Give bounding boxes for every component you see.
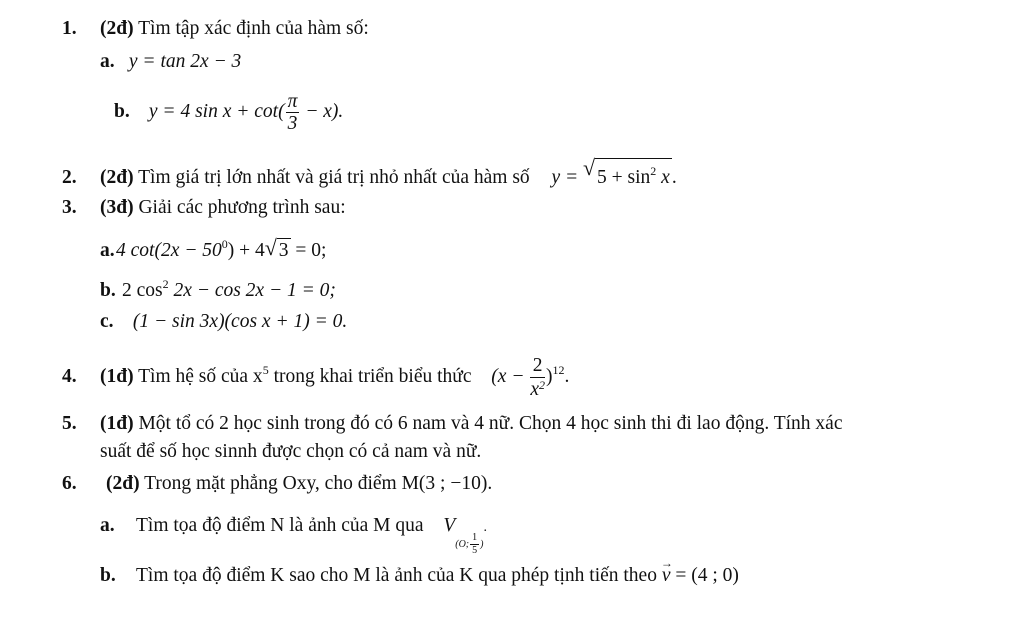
power: 12 (552, 363, 565, 377)
math-expression: (1 − sin 3x)(cos x + 1) = 0. (132, 311, 348, 332)
radicand-exponent: 2 (650, 164, 657, 178)
math-expression-suffix: = 0; (290, 240, 327, 261)
exponent: 5 (262, 363, 269, 377)
points-badge: (2đ) (100, 18, 134, 39)
sub-label: a. (100, 240, 115, 261)
question-number: 3. (62, 197, 77, 218)
square-root (264, 235, 291, 263)
question-6a (100, 506, 487, 565)
period: . (564, 366, 570, 387)
radicand-text: 5 + sin (597, 167, 651, 188)
question-number: 5. (62, 413, 77, 434)
question-number: 6. (62, 473, 77, 494)
question-text: Tìm tọa độ điểm K sao cho M là ảnh của K qua phép tịnh tiến theo (136, 565, 657, 586)
exponent: 2 (162, 277, 169, 291)
question-text: suất để số học sinnh được chọn có cả nam và nữ. (100, 441, 482, 462)
points-badge: (1đ) (100, 366, 134, 387)
points-badge: (2đ) (100, 167, 134, 188)
question-text: Trong mặt phẳng Oxy, cho điểm M(3 ; −10). (144, 473, 493, 494)
square-root (583, 155, 672, 190)
question-text: Giải các phương trình sau: (138, 197, 346, 218)
fraction-denominator-exponent: 2 (538, 377, 545, 392)
question-3 (62, 196, 346, 220)
math-y: y = (551, 167, 579, 188)
vector-v: → v (662, 564, 671, 588)
math-expression-prefix: 2 cos (122, 280, 163, 301)
question-number: 2. (62, 167, 77, 188)
question-6 (62, 472, 492, 496)
question-text: Tìm tập xác định của hàm số: (138, 18, 369, 39)
question-text: Tìm hệ số của x (138, 366, 263, 387)
period: . (483, 520, 487, 535)
sub-label: a. (100, 515, 115, 536)
points-badge: (2đ) (106, 473, 140, 494)
question-text: Một tổ có 2 học sinh trong đó có 6 nam và 4 nữ. Chọn 4 học sinh thi đi lao động. Tính xác (138, 413, 843, 434)
question-number: 1. (62, 18, 77, 39)
question-text: Tìm tọa độ điểm N là ảnh của M qua (136, 515, 424, 536)
question-text-cont: trong khai triển biểu thức (268, 366, 472, 387)
period: . (671, 167, 677, 188)
math-expression-mid: ) + 4 (227, 240, 265, 261)
fraction-denominator (530, 378, 545, 400)
question-3a (100, 232, 326, 263)
subscript-suffix: ) (480, 539, 484, 550)
points-badge: (1đ) (100, 413, 134, 434)
sub-label: c. (100, 311, 114, 332)
fraction-denominator: 3 (287, 113, 298, 135)
question-number: 4. (62, 366, 77, 387)
question-3b (100, 272, 336, 303)
question-1 (62, 17, 369, 41)
fraction-numerator: π (287, 90, 298, 112)
question-2 (62, 155, 677, 190)
transform-symbol: V (443, 515, 456, 536)
question-text: Tìm giá trị lớn nhất và giá trị nhỏ nhất của hàm số (138, 167, 530, 188)
radicand (595, 158, 672, 190)
question-4 (62, 346, 569, 401)
fraction-denominator-base: x (530, 378, 539, 400)
question-1b (114, 88, 343, 136)
sub-label: b. (100, 565, 116, 586)
transform-subscript (455, 525, 483, 565)
question-1a (100, 50, 241, 74)
question-5 (62, 412, 842, 436)
fraction (530, 356, 545, 399)
question-6b (100, 564, 739, 588)
question-3c (100, 310, 347, 334)
math-expression-prefix: y = 4 sin x + cot( (148, 101, 285, 122)
points-badge: (3đ) (100, 197, 134, 218)
subscript-denominator: 5 (472, 545, 478, 557)
subscript-fraction (470, 533, 479, 556)
math-expression: y = tan 2x − 3 (128, 51, 242, 72)
degree-sup: 0 (221, 237, 228, 251)
sub-label: b. (114, 101, 130, 122)
subscript-numerator: 1 (472, 532, 478, 544)
fraction-numerator: 2 (530, 356, 545, 378)
sub-label: b. (100, 280, 116, 301)
radical-sign: √ (583, 155, 596, 180)
math-expression-prefix: 4 cot(2x − 50 (116, 240, 222, 261)
vector-value: = (4 ; 0) (670, 565, 739, 586)
math-expression-suffix: − x). (300, 101, 344, 122)
subscript-prefix: (O; (455, 539, 470, 550)
question-5-cont (100, 440, 481, 464)
radicand: 3 (278, 240, 289, 261)
sub-label: a. (100, 51, 115, 72)
math-expression-suffix: ) (545, 366, 553, 387)
fraction (286, 92, 300, 134)
math-expression-suffix: 2x − cos 2x − 1 = 0; (168, 280, 336, 301)
math-expression-prefix: (x − (491, 366, 530, 387)
radicand-tail: x (656, 167, 670, 188)
radical-sign: √ (264, 235, 277, 260)
